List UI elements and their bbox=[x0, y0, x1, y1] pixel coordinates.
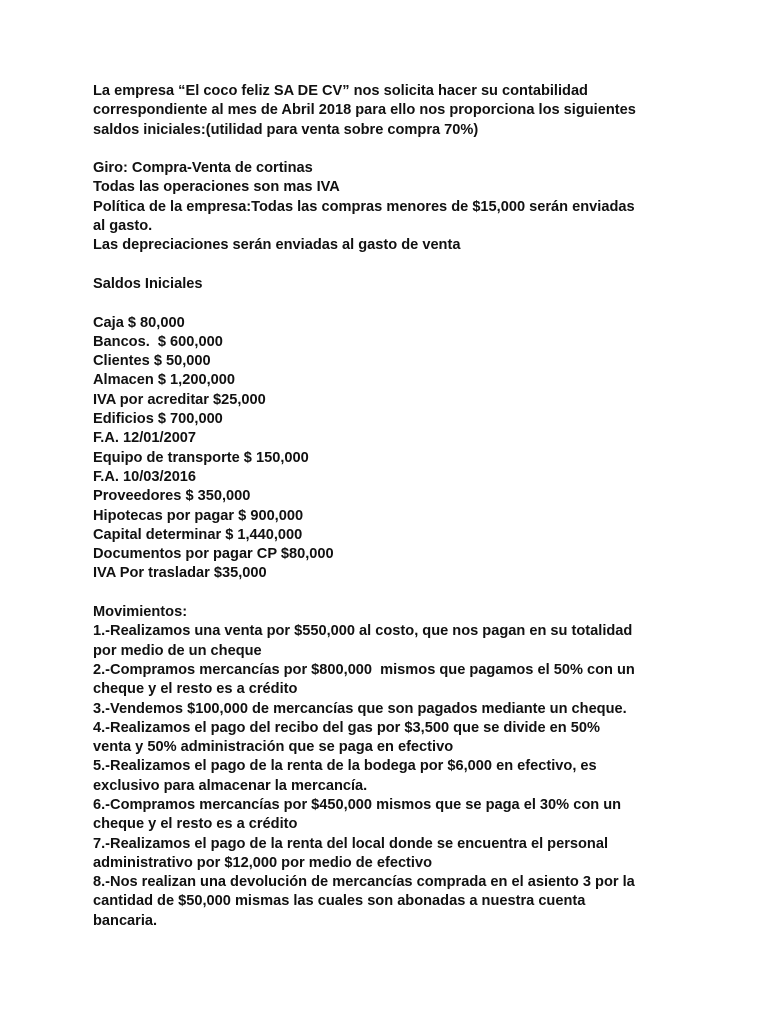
policies-paragraph bbox=[93, 159, 683, 255]
intro-line: La empresa “El coco feliz SA DE CV” nos solicita hacer su contabilidad bbox=[93, 83, 588, 99]
saldo-item: Clientes $ 50,000 bbox=[93, 353, 211, 370]
saldo-item: IVA por acreditar $25,000 bbox=[93, 391, 266, 408]
movimientos-heading: Movimientos: bbox=[93, 604, 188, 621]
saldo-item: F.A. 10/03/2016 bbox=[93, 468, 197, 485]
movimiento-line: cheque y el resto es a crédito bbox=[93, 681, 298, 698]
saldos-list bbox=[93, 314, 683, 584]
movimiento-line: cheque y el resto es a crédito bbox=[93, 816, 298, 833]
movimiento-line: 3.-Vendemos $100,000 de mercancías que son pagados mediante un cheque. bbox=[93, 700, 627, 717]
movimiento-line: exclusivo para almacenar la mercancía. bbox=[93, 777, 368, 794]
movimiento-line: venta y 50% administración que se paga en efectivo bbox=[93, 739, 454, 756]
saldo-item: Bancos. $ 600,000 bbox=[93, 333, 223, 350]
saldo-item: Caja $ 80,000 bbox=[93, 314, 185, 331]
policy-line: Política de la empresa:Todas las compras menores de $15,000 serán enviadas bbox=[93, 198, 635, 215]
saldos-heading: Saldos Iniciales bbox=[93, 275, 203, 292]
intro-line: saldos iniciales:(utilidad para venta sobre compra 70%) bbox=[93, 121, 479, 138]
saldo-item: Capital determinar $ 1,440,000 bbox=[93, 526, 303, 543]
saldo-item: F.A. 12/01/2007 bbox=[93, 430, 197, 447]
movimientos-section bbox=[93, 603, 683, 931]
policy-line: Giro: Compra-Venta de cortinas bbox=[93, 160, 313, 177]
movimiento-line: 4.-Realizamos el pago del recibo del gas por $3,500 que se divide en 50% bbox=[93, 719, 600, 736]
movimiento-line: 1.-Realizamos una venta por $550,000 al costo, que nos pagan en su totalidad bbox=[93, 623, 633, 640]
movimiento-line: 8.-Nos realizan una devolución de mercancías comprada en el asiento 3 por la bbox=[93, 874, 635, 891]
movimiento-line: 6.-Compramos mercancías por $450,000 mismos que se paga el 30% con un bbox=[93, 796, 622, 813]
policy-line: Todas las operaciones son mas IVA bbox=[93, 179, 340, 196]
saldo-item: Documentos por pagar CP $80,000 bbox=[93, 546, 334, 563]
saldo-item: Hipotecas por pagar $ 900,000 bbox=[93, 507, 304, 524]
movimiento-line: cantidad de $50,000 mismas las cuales son abonadas a nuestra cuenta bbox=[93, 893, 586, 910]
movimiento-line: por medio de un cheque bbox=[93, 642, 262, 659]
policy-line: al gasto. bbox=[93, 218, 153, 235]
saldos-heading-block bbox=[93, 275, 683, 294]
saldo-item: Proveedores $ 350,000 bbox=[93, 488, 251, 505]
saldo-item: IVA Por trasladar $35,000 bbox=[93, 565, 267, 582]
intro-line: correspondiente al mes de Abril 2018 para ello nos proporciona los siguientes bbox=[93, 102, 636, 119]
saldo-item: Almacen $ 1,200,000 bbox=[93, 372, 235, 389]
saldo-item: Edificios $ 700,000 bbox=[93, 411, 223, 428]
movimiento-line: bancaria. bbox=[93, 912, 158, 929]
movimiento-line: 5.-Realizamos el pago de la renta de la bodega por $6,000 en efectivo, es bbox=[93, 758, 597, 775]
movimiento-line: administrativo por $12,000 por medio de efectivo bbox=[93, 854, 433, 871]
intro-paragraph bbox=[93, 82, 683, 140]
movimiento-line: 2.-Compramos mercancías por $800,000 mismos que pagamos el 50% con un bbox=[93, 661, 635, 678]
document-page bbox=[93, 82, 683, 950]
policy-line: Las depreciaciones serán enviadas al gasto de venta bbox=[93, 237, 461, 254]
movimiento-line: 7.-Realizamos el pago de la renta del local donde se encuentra el personal bbox=[93, 835, 608, 852]
saldo-item: Equipo de transporte $ 150,000 bbox=[93, 449, 309, 466]
